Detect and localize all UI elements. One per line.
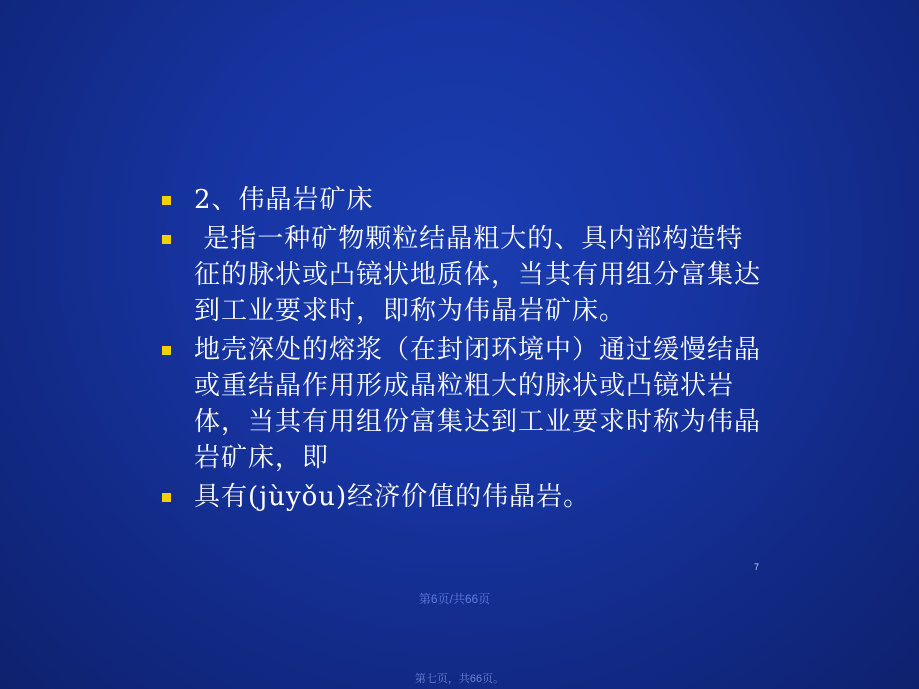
- bullet-item: [160, 479, 770, 515]
- slide-number: 7: [754, 562, 760, 572]
- page-footer-link[interactable]: 第6页/共66页: [418, 592, 491, 606]
- bullet-text: 是指一种矿物颗粒结晶粗大的、具内部构造特征的脉状或凸镜状地质体，当其有用组分富集达到工业要求时，即称为伟晶岩矿床。: [194, 224, 762, 326]
- bullet-list: [160, 182, 770, 518]
- bullet-text: 具有(jùyǒu)经济价值的伟晶岩。: [194, 482, 591, 512]
- bullet-item: [160, 221, 770, 329]
- bullet-text: 地壳深处的熔浆（在封闭环境中）通过缓慢结晶或重结晶作用形成晶粒粗大的脉状或凸镜状岩体，当其有用组份富集达到工业要求时称为伟晶岩矿床，即: [194, 335, 762, 473]
- bullet-item: [160, 182, 770, 218]
- bullet-item: [160, 332, 770, 476]
- square-bullet-icon: [162, 346, 171, 355]
- square-bullet-icon: [162, 235, 171, 244]
- square-bullet-icon: [162, 196, 171, 205]
- bullet-text: 2、伟晶岩矿床: [194, 185, 374, 215]
- bottom-footer: 第七页，共66页。: [414, 673, 505, 685]
- square-bullet-icon: [162, 493, 171, 502]
